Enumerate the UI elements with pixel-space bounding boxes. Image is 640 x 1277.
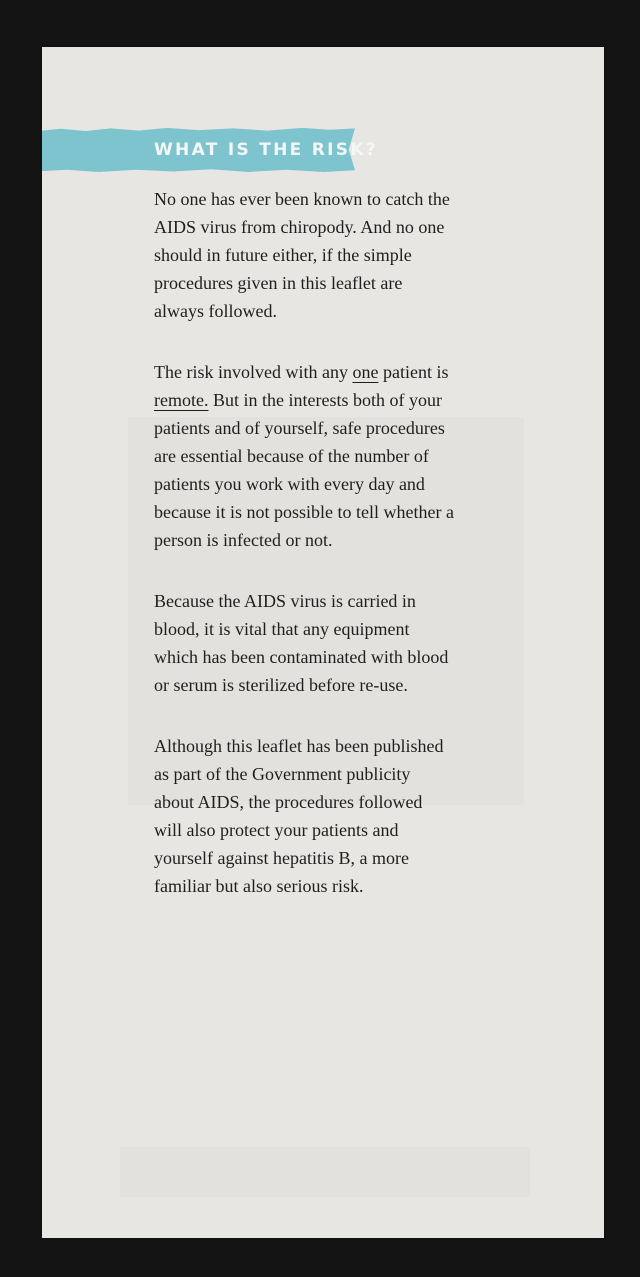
paragraph-2-text: patient is bbox=[378, 362, 449, 382]
paragraph-1: No one has ever been known to catch the AIDS virus from chiropody. And no one should in future either, if the simple procedures given in this leaflet are always followed. bbox=[154, 189, 450, 321]
underlined-word-one: one bbox=[352, 362, 379, 382]
body-text bbox=[154, 185, 454, 933]
paragraph-2-text: But in the interests both of your patients and of yourself, safe procedures are essential because of the number of patients you work with every day and because it is not possible to tell whether a person is infected or not. bbox=[154, 390, 454, 550]
section-heading: WHAT IS THE RISK? bbox=[154, 140, 378, 160]
leaflet-page bbox=[42, 47, 604, 1238]
paragraph-4: Although this leaflet has been published as part of the Government publicity about AIDS, the procedures followed will also protect your patients and yourself against hepatitis B, a more familiar but also serious risk. bbox=[154, 736, 444, 896]
show-through-shadow bbox=[120, 1147, 530, 1197]
paragraph-3: Because the AIDS virus is carried in blood, it is vital that any equipment which has been contaminated with blood or serum is sterilized before re-use. bbox=[154, 591, 449, 695]
paragraph-2 bbox=[154, 358, 454, 554]
paragraph-2-text: The risk involved with any bbox=[154, 362, 353, 382]
underlined-word-remote: remote. bbox=[154, 390, 209, 410]
